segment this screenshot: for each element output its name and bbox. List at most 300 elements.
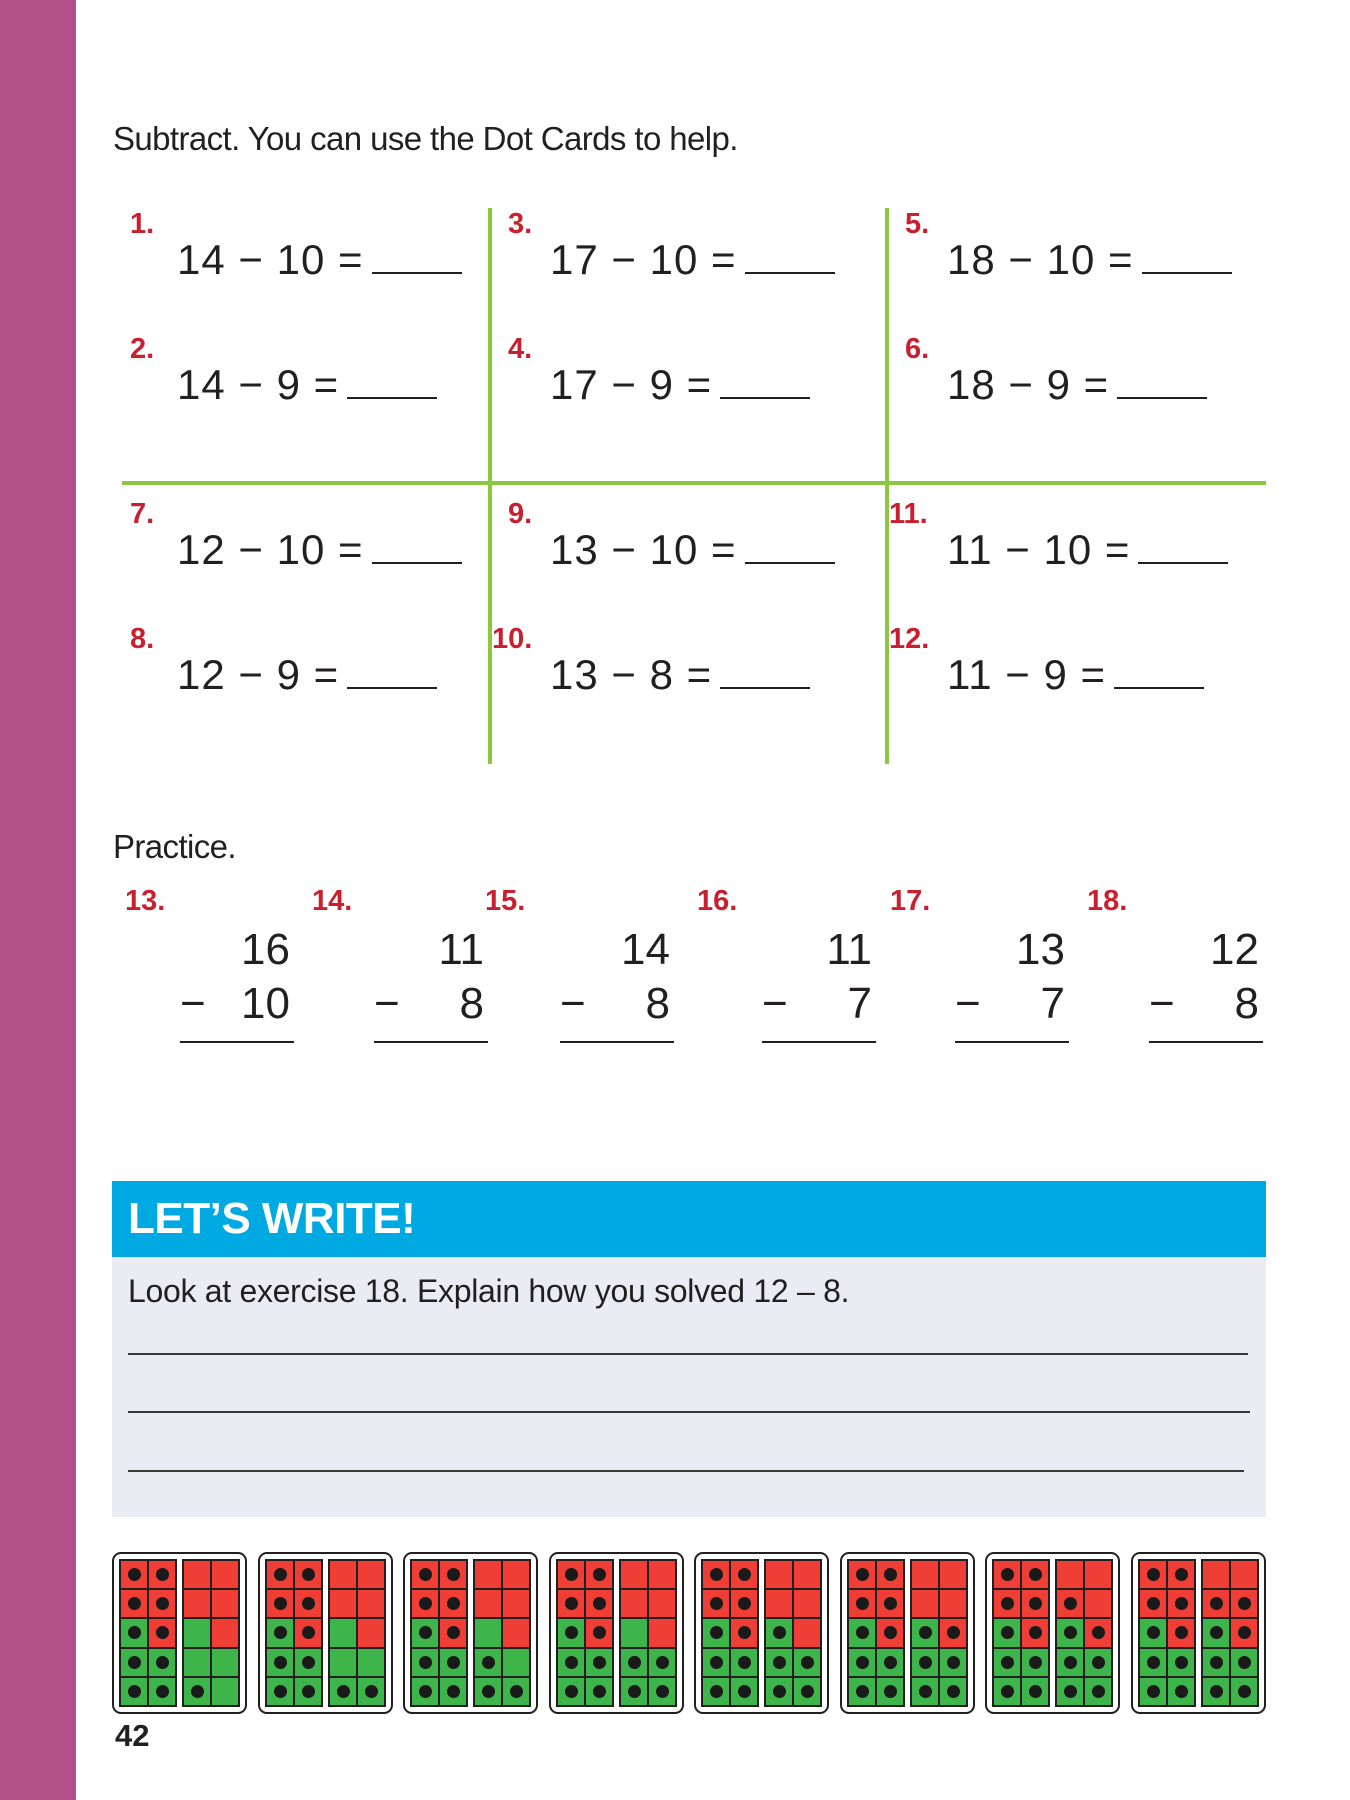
frame-square bbox=[703, 1561, 729, 1588]
equation-text: 12 − 10 = bbox=[177, 526, 364, 573]
frame-square bbox=[440, 1678, 466, 1705]
dot-icon bbox=[593, 1626, 606, 1639]
problem-number: 13. bbox=[125, 885, 166, 917]
frame-square bbox=[940, 1619, 966, 1646]
frame-square bbox=[940, 1590, 966, 1617]
answer-rule[interactable] bbox=[955, 1041, 1069, 1043]
ten-frame-right bbox=[910, 1559, 968, 1707]
dot-icon bbox=[156, 1656, 169, 1669]
dot-icon bbox=[1092, 1626, 1105, 1639]
vertical-subtraction bbox=[560, 923, 674, 1043]
subtrahend: 7 bbox=[847, 979, 872, 1028]
dot-icon bbox=[773, 1685, 786, 1698]
dot-icon bbox=[1238, 1597, 1251, 1610]
answer-rule[interactable] bbox=[180, 1041, 294, 1043]
frame-square bbox=[475, 1649, 501, 1676]
answer-blank[interactable] bbox=[720, 365, 810, 399]
dot-icon bbox=[482, 1685, 495, 1698]
equation bbox=[947, 651, 1204, 699]
subtrahend: 8 bbox=[1234, 979, 1259, 1028]
dot-icon bbox=[773, 1656, 786, 1669]
frame-square bbox=[649, 1619, 675, 1646]
dot-icon bbox=[801, 1685, 814, 1698]
subtrahend-row bbox=[762, 977, 876, 1031]
equation-text: 18 − 9 = bbox=[947, 361, 1110, 408]
frame-square bbox=[912, 1619, 938, 1646]
dot-icon bbox=[274, 1597, 287, 1610]
frame-square bbox=[558, 1619, 584, 1646]
vertical-subtraction bbox=[374, 923, 488, 1043]
dot-icon bbox=[1210, 1626, 1223, 1639]
frame-square bbox=[877, 1619, 903, 1646]
dot-icon bbox=[1175, 1568, 1188, 1581]
dot-icon bbox=[1001, 1626, 1014, 1639]
subtrahend-row bbox=[180, 977, 294, 1031]
frame-square bbox=[267, 1678, 293, 1705]
dot-icon bbox=[128, 1685, 141, 1698]
subtrahend: 8 bbox=[459, 979, 484, 1028]
frame-square bbox=[649, 1590, 675, 1617]
frame-square bbox=[877, 1649, 903, 1676]
dot-icon bbox=[884, 1685, 897, 1698]
equation bbox=[177, 651, 437, 699]
frame-square bbox=[358, 1678, 384, 1705]
frame-square bbox=[1203, 1619, 1229, 1646]
frame-square bbox=[621, 1590, 647, 1617]
dot-icon bbox=[1175, 1626, 1188, 1639]
frame-square bbox=[212, 1678, 238, 1705]
problem-number: 1. bbox=[130, 208, 155, 240]
dot-icon bbox=[274, 1568, 287, 1581]
problem-number: 17. bbox=[890, 885, 931, 917]
dot-icon bbox=[128, 1656, 141, 1669]
dot-icon bbox=[565, 1626, 578, 1639]
dot-icon bbox=[1064, 1685, 1077, 1698]
frame-square bbox=[586, 1590, 612, 1617]
frame-square bbox=[121, 1590, 147, 1617]
dot-icon bbox=[274, 1656, 287, 1669]
subtrahend: 7 bbox=[1040, 979, 1065, 1028]
dot-icon bbox=[1175, 1656, 1188, 1669]
problem-number: 18. bbox=[1087, 885, 1128, 917]
frame-square bbox=[1231, 1590, 1257, 1617]
minuend: 11 bbox=[826, 925, 872, 974]
problem-number: 12. bbox=[889, 623, 930, 655]
frame-square bbox=[475, 1561, 501, 1588]
frame-square bbox=[1057, 1590, 1083, 1617]
frame-square bbox=[358, 1649, 384, 1676]
frame-square bbox=[330, 1678, 356, 1705]
frame-square bbox=[766, 1678, 792, 1705]
dot-icon bbox=[565, 1685, 578, 1698]
frame-square bbox=[849, 1649, 875, 1676]
dot-icon bbox=[593, 1685, 606, 1698]
subtract-instruction: Subtract. You can use the Dot Cards to help. bbox=[113, 120, 738, 157]
problem-number: 3. bbox=[508, 208, 533, 240]
frame-square bbox=[267, 1619, 293, 1646]
dot-icon bbox=[710, 1597, 723, 1610]
frame-square bbox=[703, 1619, 729, 1646]
ten-frame-right bbox=[764, 1559, 822, 1707]
dot-icon bbox=[565, 1568, 578, 1581]
frame-square bbox=[1203, 1590, 1229, 1617]
frame-square bbox=[1022, 1619, 1048, 1646]
dot-icon bbox=[710, 1685, 723, 1698]
dot-card-15 bbox=[694, 1552, 829, 1714]
dot-icon bbox=[302, 1685, 315, 1698]
frame-square bbox=[295, 1678, 321, 1705]
problem-number: 11. bbox=[889, 498, 928, 530]
dot-icon bbox=[919, 1626, 932, 1639]
frame-square bbox=[440, 1561, 466, 1588]
dot-icon bbox=[1238, 1656, 1251, 1669]
dot-icon bbox=[919, 1685, 932, 1698]
frame-square bbox=[295, 1561, 321, 1588]
frame-square bbox=[1168, 1649, 1194, 1676]
frame-square bbox=[703, 1678, 729, 1705]
dot-icon bbox=[1238, 1626, 1251, 1639]
answer-blank[interactable] bbox=[1117, 365, 1207, 399]
dot-icon bbox=[947, 1685, 960, 1698]
dot-icon bbox=[628, 1685, 641, 1698]
frame-square bbox=[1022, 1590, 1048, 1617]
dot-icon bbox=[1001, 1597, 1014, 1610]
answer-blank[interactable] bbox=[347, 655, 437, 689]
frame-square bbox=[794, 1678, 820, 1705]
frame-square bbox=[1085, 1590, 1111, 1617]
frame-square bbox=[440, 1590, 466, 1617]
dot-icon bbox=[337, 1685, 350, 1698]
subtrahend: 10 bbox=[241, 979, 290, 1028]
practice-problem-13 bbox=[125, 885, 315, 1065]
frame-square bbox=[731, 1678, 757, 1705]
vertical-subtraction bbox=[180, 923, 294, 1043]
dot-icon bbox=[593, 1597, 606, 1610]
frame-square bbox=[330, 1590, 356, 1617]
dot-icon bbox=[710, 1626, 723, 1639]
answer-rule[interactable] bbox=[762, 1041, 876, 1043]
frame-square bbox=[1231, 1678, 1257, 1705]
dot-icon bbox=[1210, 1656, 1223, 1669]
dot-icon bbox=[302, 1656, 315, 1669]
ten-frame-right bbox=[182, 1559, 240, 1707]
frame-square bbox=[212, 1561, 238, 1588]
problem-number: 15. bbox=[485, 885, 526, 917]
frame-square bbox=[621, 1678, 647, 1705]
answer-blank[interactable] bbox=[1138, 530, 1228, 564]
ten-frame-left bbox=[1138, 1559, 1196, 1707]
frame-square bbox=[912, 1649, 938, 1676]
dot-icon bbox=[1029, 1685, 1042, 1698]
dot-icon bbox=[1064, 1656, 1077, 1669]
frame-square bbox=[1168, 1561, 1194, 1588]
ten-frame-right bbox=[1055, 1559, 1113, 1707]
dot-icon bbox=[156, 1685, 169, 1698]
frame-square bbox=[994, 1561, 1020, 1588]
frame-square bbox=[1168, 1619, 1194, 1646]
frame-square bbox=[766, 1561, 792, 1588]
dot-card-14 bbox=[549, 1552, 684, 1714]
minuend: 13 bbox=[1016, 925, 1065, 974]
frame-square bbox=[358, 1619, 384, 1646]
dot-card-16 bbox=[840, 1552, 975, 1714]
ten-frame-left bbox=[265, 1559, 323, 1707]
dot-icon bbox=[1175, 1597, 1188, 1610]
answer-blank[interactable] bbox=[745, 530, 835, 564]
frame-square bbox=[731, 1590, 757, 1617]
frame-square bbox=[503, 1561, 529, 1588]
equation-text: 11 − 10 = bbox=[947, 526, 1131, 573]
vertical-subtraction bbox=[955, 923, 1069, 1043]
answer-blank[interactable] bbox=[1114, 655, 1204, 689]
answer-blank[interactable] bbox=[372, 530, 462, 564]
dot-icon bbox=[302, 1568, 315, 1581]
problem-number: 4. bbox=[508, 333, 533, 365]
ten-frame-left bbox=[847, 1559, 905, 1707]
dot-icon bbox=[565, 1597, 578, 1610]
frame-square bbox=[731, 1619, 757, 1646]
frame-square bbox=[649, 1561, 675, 1588]
frame-square bbox=[212, 1649, 238, 1676]
frame-square bbox=[1140, 1561, 1166, 1588]
frame-square bbox=[994, 1678, 1020, 1705]
equation bbox=[550, 361, 810, 409]
dot-icon bbox=[856, 1656, 869, 1669]
answer-blank[interactable] bbox=[372, 240, 462, 274]
answer-blank[interactable] bbox=[347, 365, 437, 399]
dot-icon bbox=[419, 1656, 432, 1669]
practice-problem-18 bbox=[1087, 885, 1277, 1065]
frame-square bbox=[330, 1561, 356, 1588]
frame-square bbox=[212, 1590, 238, 1617]
dot-icon bbox=[773, 1626, 786, 1639]
dot-icon bbox=[274, 1626, 287, 1639]
page-number: 42 bbox=[115, 1718, 150, 1753]
dot-icon bbox=[738, 1597, 751, 1610]
frame-square bbox=[184, 1561, 210, 1588]
minuend: 12 bbox=[1210, 925, 1259, 974]
frame-square bbox=[121, 1678, 147, 1705]
dot-icon bbox=[1064, 1626, 1077, 1639]
frame-square bbox=[267, 1561, 293, 1588]
minus-sign: − bbox=[374, 979, 400, 1028]
answer-rule[interactable] bbox=[1149, 1041, 1263, 1043]
frame-square bbox=[295, 1590, 321, 1617]
dot-icon bbox=[884, 1597, 897, 1610]
frame-square bbox=[940, 1649, 966, 1676]
dot-icon bbox=[1147, 1568, 1160, 1581]
dot-icon bbox=[947, 1626, 960, 1639]
dot-icon bbox=[919, 1656, 932, 1669]
dot-icon bbox=[365, 1685, 378, 1698]
frame-square bbox=[212, 1619, 238, 1646]
frame-square bbox=[1022, 1561, 1048, 1588]
frame-square bbox=[1022, 1678, 1048, 1705]
minuend: 16 bbox=[241, 925, 290, 974]
grid-horizontal-divider bbox=[122, 481, 1266, 485]
frame-square bbox=[912, 1678, 938, 1705]
frame-square bbox=[358, 1590, 384, 1617]
frame-square bbox=[1057, 1649, 1083, 1676]
dot-icon bbox=[419, 1626, 432, 1639]
frame-square bbox=[295, 1619, 321, 1646]
equation-text: 18 − 10 = bbox=[947, 236, 1134, 283]
ten-frame-right bbox=[619, 1559, 677, 1707]
frame-square bbox=[503, 1649, 529, 1676]
dot-icon bbox=[1175, 1685, 1188, 1698]
answer-line-3[interactable] bbox=[128, 1470, 1244, 1472]
practice-problem-15 bbox=[485, 885, 675, 1065]
practice-problem-16 bbox=[697, 885, 887, 1065]
answer-line-2[interactable] bbox=[128, 1411, 1250, 1413]
ten-frame-right bbox=[328, 1559, 386, 1707]
subtrahend-row bbox=[955, 977, 1069, 1031]
frame-square bbox=[621, 1619, 647, 1646]
frame-square bbox=[121, 1561, 147, 1588]
frame-square bbox=[503, 1678, 529, 1705]
frame-square bbox=[330, 1649, 356, 1676]
dot-icon bbox=[128, 1568, 141, 1581]
frame-square bbox=[1085, 1649, 1111, 1676]
minus-sign: − bbox=[955, 979, 981, 1028]
equation bbox=[947, 361, 1207, 409]
dot-icon bbox=[1001, 1656, 1014, 1669]
problem-number: 2. bbox=[130, 333, 155, 365]
dot-icon bbox=[738, 1685, 751, 1698]
dot-icon bbox=[1147, 1685, 1160, 1698]
equation bbox=[177, 361, 437, 409]
frame-square bbox=[440, 1619, 466, 1646]
frame-square bbox=[558, 1678, 584, 1705]
minuend: 11 bbox=[438, 925, 484, 974]
dot-icon bbox=[1238, 1685, 1251, 1698]
frame-square bbox=[1203, 1678, 1229, 1705]
frame-square bbox=[184, 1590, 210, 1617]
frame-square bbox=[731, 1561, 757, 1588]
frame-square bbox=[794, 1649, 820, 1676]
frame-square bbox=[912, 1561, 938, 1588]
dot-icon bbox=[156, 1597, 169, 1610]
equation bbox=[550, 236, 835, 284]
equation bbox=[177, 526, 462, 574]
dot-cards-strip bbox=[112, 1552, 1266, 1714]
practice-problem-14 bbox=[312, 885, 502, 1065]
frame-square bbox=[1168, 1590, 1194, 1617]
ten-frame-left bbox=[556, 1559, 614, 1707]
dot-icon bbox=[482, 1656, 495, 1669]
equation bbox=[550, 651, 810, 699]
dot-icon bbox=[1092, 1656, 1105, 1669]
dot-icon bbox=[1001, 1568, 1014, 1581]
answer-blank[interactable] bbox=[720, 655, 810, 689]
equation-text: 14 − 10 = bbox=[177, 236, 364, 283]
answer-rule[interactable] bbox=[374, 1041, 488, 1043]
frame-square bbox=[994, 1619, 1020, 1646]
frame-square bbox=[940, 1678, 966, 1705]
frame-square bbox=[412, 1590, 438, 1617]
dot-icon bbox=[1210, 1685, 1223, 1698]
equation-text: 14 − 9 = bbox=[177, 361, 340, 408]
dot-card-13 bbox=[403, 1552, 538, 1714]
dot-icon bbox=[1001, 1685, 1014, 1698]
frame-square bbox=[149, 1649, 175, 1676]
frame-square bbox=[1231, 1561, 1257, 1588]
equation-text: 11 − 9 = bbox=[947, 651, 1107, 698]
problem-number: 7. bbox=[130, 498, 155, 530]
frame-square bbox=[703, 1649, 729, 1676]
frame-square bbox=[295, 1649, 321, 1676]
dot-icon bbox=[1147, 1656, 1160, 1669]
dot-icon bbox=[302, 1626, 315, 1639]
frame-square bbox=[1057, 1619, 1083, 1646]
frame-square bbox=[558, 1561, 584, 1588]
answer-rule[interactable] bbox=[560, 1041, 674, 1043]
frame-square bbox=[412, 1649, 438, 1676]
subtrahend-row bbox=[374, 977, 488, 1031]
dot-icon bbox=[947, 1656, 960, 1669]
frame-square bbox=[503, 1619, 529, 1646]
frame-square bbox=[412, 1561, 438, 1588]
dot-icon bbox=[128, 1597, 141, 1610]
frame-square bbox=[440, 1649, 466, 1676]
grid-vertical-divider-1 bbox=[488, 208, 492, 764]
frame-square bbox=[184, 1678, 210, 1705]
equation-text: 13 − 8 = bbox=[550, 651, 713, 698]
dot-icon bbox=[884, 1626, 897, 1639]
dot-icon bbox=[156, 1568, 169, 1581]
dot-icon bbox=[884, 1568, 897, 1581]
frame-square bbox=[267, 1590, 293, 1617]
frame-square bbox=[149, 1561, 175, 1588]
frame-square bbox=[1085, 1561, 1111, 1588]
answer-blank[interactable] bbox=[1142, 240, 1232, 274]
dot-icon bbox=[128, 1626, 141, 1639]
frame-square bbox=[794, 1619, 820, 1646]
dot-icon bbox=[710, 1656, 723, 1669]
frame-square bbox=[1022, 1649, 1048, 1676]
frame-square bbox=[475, 1678, 501, 1705]
frame-square bbox=[994, 1590, 1020, 1617]
frame-square bbox=[149, 1590, 175, 1617]
equation bbox=[550, 526, 835, 574]
equation bbox=[177, 236, 462, 284]
dot-icon bbox=[419, 1685, 432, 1698]
frame-square bbox=[1231, 1649, 1257, 1676]
problem-number: 16. bbox=[697, 885, 738, 917]
dot-card-12 bbox=[258, 1552, 393, 1714]
frame-square bbox=[1057, 1561, 1083, 1588]
dot-icon bbox=[656, 1685, 669, 1698]
dot-icon bbox=[1147, 1626, 1160, 1639]
answer-blank[interactable] bbox=[745, 240, 835, 274]
frame-square bbox=[1140, 1678, 1166, 1705]
frame-square bbox=[184, 1649, 210, 1676]
dot-icon bbox=[1064, 1597, 1077, 1610]
answer-line-1[interactable] bbox=[128, 1353, 1248, 1355]
ten-frame-left bbox=[992, 1559, 1050, 1707]
frame-square bbox=[621, 1561, 647, 1588]
frame-square bbox=[586, 1619, 612, 1646]
frame-square bbox=[940, 1561, 966, 1588]
problem-number: 5. bbox=[905, 208, 930, 240]
problem-number: 14. bbox=[312, 885, 353, 917]
dot-icon bbox=[801, 1656, 814, 1669]
minus-sign: − bbox=[560, 979, 586, 1028]
dot-icon bbox=[593, 1568, 606, 1581]
frame-square bbox=[849, 1590, 875, 1617]
frame-square bbox=[877, 1561, 903, 1588]
dot-icon bbox=[738, 1656, 751, 1669]
